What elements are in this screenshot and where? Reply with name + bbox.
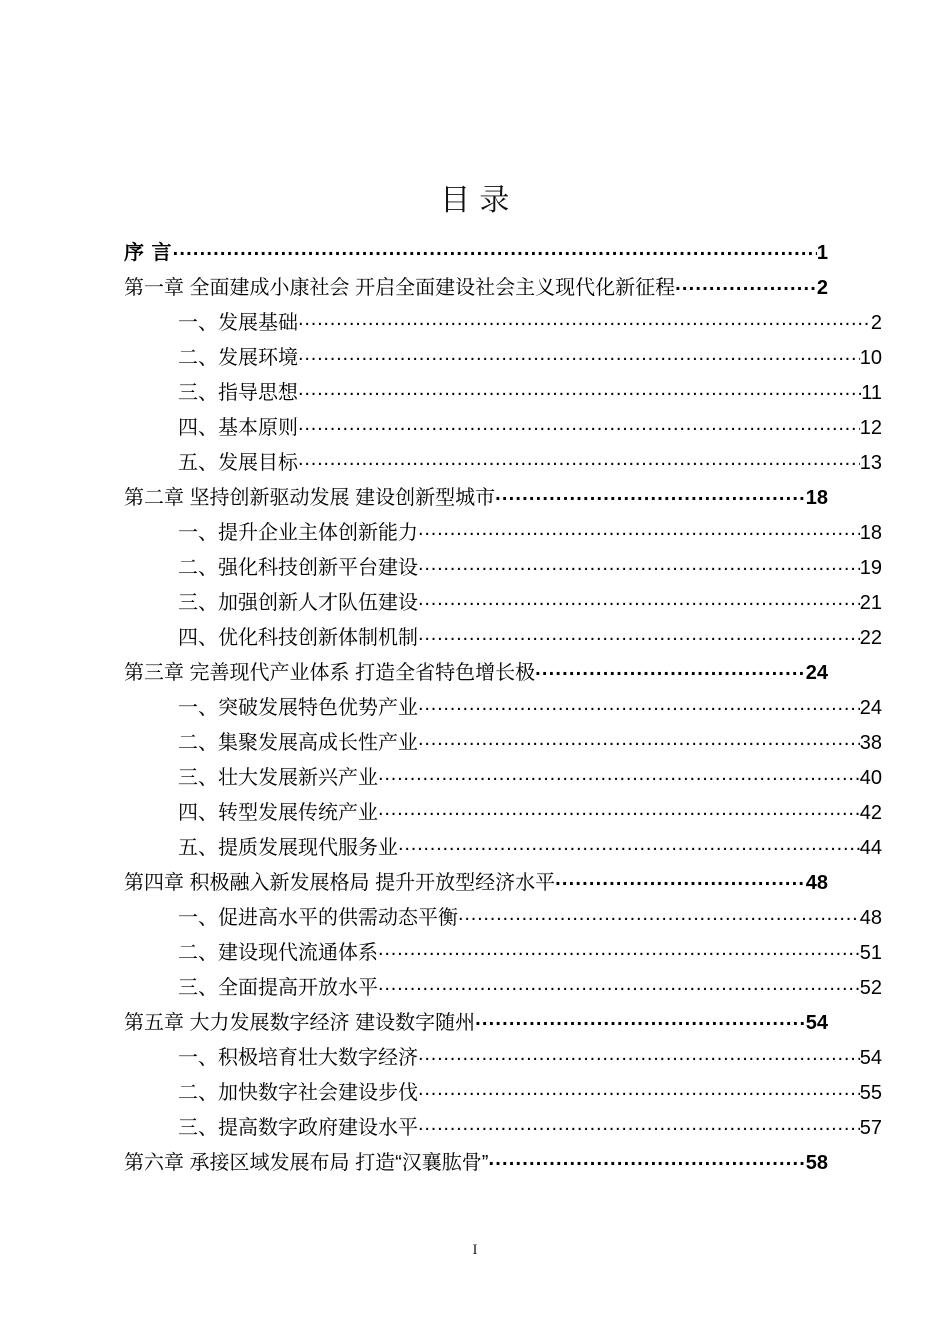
toc-entry-page-number: 54 (805, 1012, 828, 1034)
toc-dot-leader (495, 484, 806, 504)
toc-entry-label: 二、强化科技创新平台建设 (178, 557, 418, 579)
toc-entry-page-number: 58 (805, 1152, 828, 1174)
toc-section-entry[interactable] (124, 306, 882, 341)
toc-section-entry[interactable] (124, 971, 882, 1006)
toc-entry-label: 第五章 大力发展数字经济 建设数字随州 (124, 1012, 476, 1034)
toc-dot-leader (475, 1009, 806, 1029)
toc-dot-leader (378, 799, 860, 819)
toc-entry-label: 第三章 完善现代产业体系 打造全省特色增长极 (124, 662, 536, 684)
toc-entry-label: 第一章 全面建成小康社会 开启全面建设社会主义现代化新征程 (124, 277, 676, 299)
toc-entry-label: 二、加快数字社会建设步伐 (178, 1082, 418, 1104)
table-of-contents (124, 236, 882, 1181)
toc-entry-page-number: 57 (859, 1117, 882, 1139)
toc-entry-label: 序 言 (124, 242, 173, 264)
toc-entry-label: 三、提高数字政府建设水平 (178, 1117, 418, 1139)
toc-chapter-entry[interactable] (124, 1146, 828, 1181)
toc-dot-leader (458, 904, 860, 924)
toc-entry-label: 二、发展环境 (178, 347, 298, 369)
toc-dot-leader (398, 834, 860, 854)
toc-entry-page-number: 44 (859, 837, 882, 859)
toc-entry-page-number: 2 (870, 312, 882, 334)
toc-entry-label: 四、基本原则 (178, 417, 298, 439)
toc-chapter-entry[interactable] (124, 656, 828, 691)
toc-entry-page-number: 54 (859, 1047, 882, 1069)
toc-entry-label: 一、提升企业主体创新能力 (178, 522, 418, 544)
toc-entry-label: 第二章 坚持创新驱动发展 建设创新型城市 (124, 487, 496, 509)
toc-entry-label: 三、壮大发展新兴产业 (178, 767, 378, 789)
toc-entry-label: 四、转型发展传统产业 (178, 802, 378, 824)
toc-entry-label: 一、突破发展特色优势产业 (178, 697, 418, 719)
toc-entry-page-number: 24 (805, 662, 828, 684)
toc-entry-page-number: 1 (816, 242, 828, 264)
toc-section-entry[interactable] (124, 691, 882, 726)
toc-section-entry[interactable] (124, 551, 882, 586)
toc-section-entry[interactable] (124, 376, 882, 411)
toc-dot-leader (535, 659, 806, 679)
toc-dot-leader (298, 344, 860, 364)
toc-entry-label: 四、优化科技创新体制机制 (178, 627, 418, 649)
toc-section-entry[interactable] (124, 446, 882, 481)
toc-section-entry[interactable] (124, 411, 882, 446)
toc-dot-leader (298, 309, 871, 329)
toc-entry-label: 一、积极培育壮大数字经济 (178, 1047, 418, 1069)
toc-entry-page-number: 24 (859, 697, 882, 719)
toc-section-entry[interactable] (124, 1076, 882, 1111)
toc-dot-leader (418, 1044, 860, 1064)
toc-entry-page-number: 51 (859, 942, 882, 964)
toc-dot-leader (418, 554, 860, 574)
toc-section-entry[interactable] (124, 831, 882, 866)
toc-entry-label: 五、发展目标 (178, 452, 298, 474)
toc-entry-label: 三、全面提高开放水平 (178, 977, 378, 999)
toc-chapter-entry[interactable] (124, 481, 828, 516)
toc-dot-leader (418, 624, 860, 644)
toc-section-entry[interactable] (124, 1111, 882, 1146)
toc-entry-page-number: 40 (859, 767, 882, 789)
toc-section-entry[interactable] (124, 901, 882, 936)
toc-section-entry[interactable] (124, 586, 882, 621)
toc-entry-page-number: 52 (859, 977, 882, 999)
toc-entry-page-number: 18 (859, 522, 882, 544)
toc-entry-page-number: 21 (859, 592, 882, 614)
toc-dot-leader (555, 869, 806, 889)
toc-section-entry[interactable] (124, 796, 882, 831)
toc-dot-leader (298, 379, 861, 399)
toc-entry-page-number: 2 (816, 277, 828, 299)
toc-section-entry[interactable] (124, 726, 882, 761)
toc-entry-page-number: 12 (859, 417, 882, 439)
toc-dot-leader (418, 694, 860, 714)
toc-section-entry[interactable] (124, 761, 882, 796)
toc-dot-leader (418, 729, 860, 749)
page-title: 目 录 (440, 184, 510, 217)
toc-entry-label: 一、促进高水平的供需动态平衡 (178, 907, 458, 929)
toc-entry-page-number: 55 (859, 1082, 882, 1104)
toc-dot-leader (418, 519, 860, 539)
toc-entry-label: 第六章 承接区域发展布局 打造“汉襄肱骨” (124, 1152, 489, 1174)
page-number-footer: I (472, 1242, 478, 1258)
toc-chapter-entry[interactable] (124, 236, 828, 271)
toc-entry-label: 一、发展基础 (178, 312, 298, 334)
toc-entry-label: 第四章 积极融入新发展格局 提升开放型经济水平 (124, 872, 556, 894)
toc-dot-leader (418, 1114, 860, 1134)
toc-entry-page-number: 19 (859, 557, 882, 579)
toc-entry-label: 三、加强创新人才队伍建设 (178, 592, 418, 614)
toc-section-entry[interactable] (124, 936, 882, 971)
toc-dot-leader (298, 449, 860, 469)
toc-entry-label: 二、建设现代流通体系 (178, 942, 378, 964)
toc-entry-label: 三、指导思想 (178, 382, 298, 404)
toc-section-entry[interactable] (124, 516, 882, 551)
toc-chapter-entry[interactable] (124, 866, 828, 901)
toc-entry-page-number: 22 (859, 627, 882, 649)
toc-entry-page-number: 13 (859, 452, 882, 474)
toc-entry-page-number: 38 (859, 732, 882, 754)
toc-section-entry[interactable] (124, 1041, 882, 1076)
toc-entry-page-number: 42 (859, 802, 882, 824)
toc-entry-label: 二、集聚发展高成长性产业 (178, 732, 418, 754)
toc-dot-leader (173, 239, 817, 259)
toc-entry-page-number: 10 (859, 347, 882, 369)
toc-dot-leader (418, 589, 860, 609)
toc-entry-page-number: 48 (805, 872, 828, 894)
toc-chapter-entry[interactable] (124, 271, 828, 306)
toc-entry-page-number: 48 (859, 907, 882, 929)
toc-dot-leader (298, 414, 860, 434)
toc-dot-leader (418, 1079, 860, 1099)
toc-dot-leader (378, 939, 860, 959)
toc-entry-label: 五、提质发展现代服务业 (178, 837, 398, 859)
toc-dot-leader (378, 764, 860, 784)
toc-dot-leader (488, 1149, 805, 1169)
toc-chapter-entry[interactable] (124, 1006, 828, 1041)
toc-dot-leader (675, 274, 817, 294)
toc-entry-page-number: 11 (861, 382, 882, 404)
toc-section-entry[interactable] (124, 621, 882, 656)
toc-entry-page-number: 18 (805, 487, 828, 509)
toc-section-entry[interactable] (124, 341, 882, 376)
toc-dot-leader (378, 974, 860, 994)
